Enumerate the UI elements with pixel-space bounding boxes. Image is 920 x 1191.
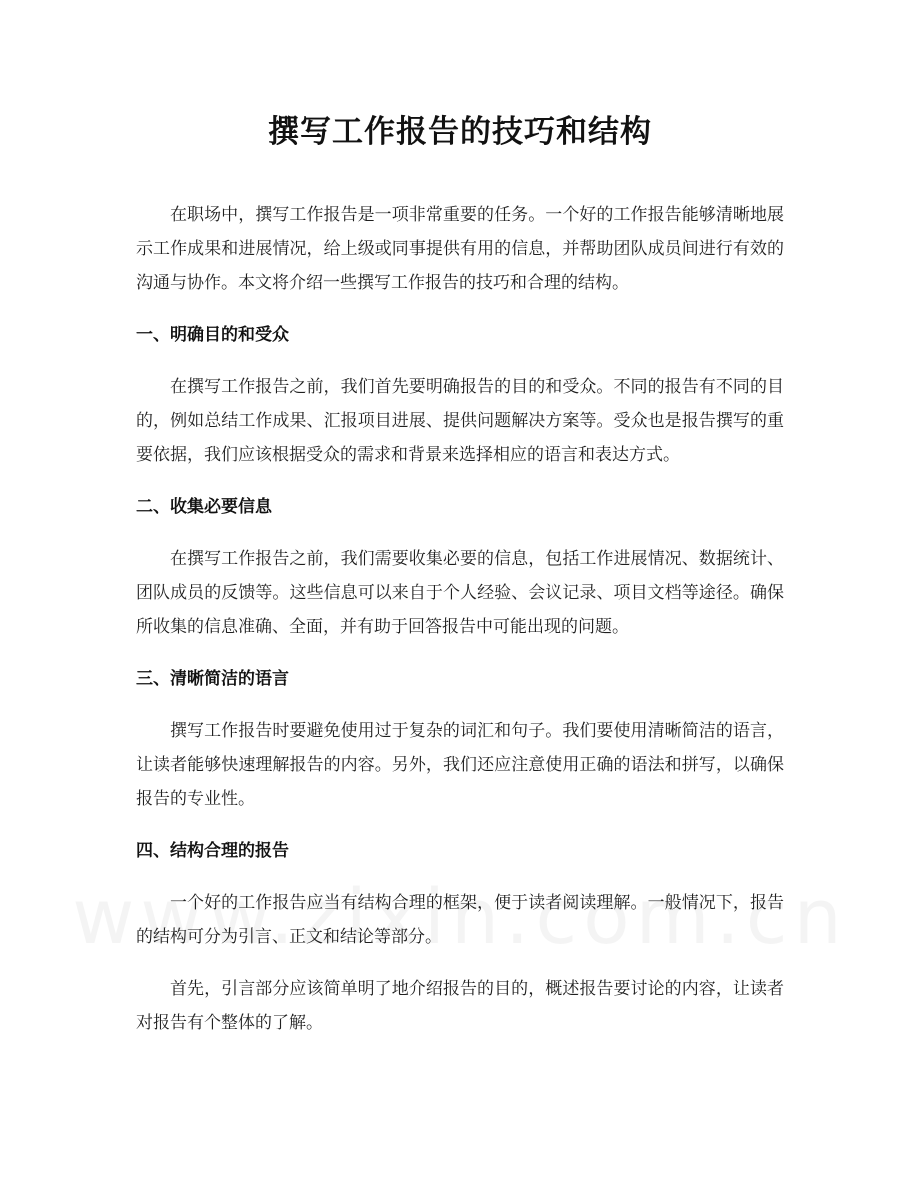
section-heading-structure: 四、结构合理的报告 [136, 841, 289, 861]
document-title: 撰写工作报告的技巧和结构 [268, 114, 652, 150]
intro-paragraph: 在职场中，撰写工作报告是一项非常重要的任务。一个好的工作报告能够清晰地展示工作成果和进展情况，给上级或同事提供有用的信息，并帮助团队成员间进行有效的沟通与协作。本文将介绍一些撰写工作报告的技巧和合理的结构。 [136, 205, 784, 293]
section-paragraph-purpose: 在撰写工作报告之前，我们首先要明确报告的目的和受众。不同的报告有不同的目的，例如总结工作成果、汇报项目进展、提供问题解决方案等。受众也是报告撰写的重要依据，我们应该根据受众的需求和背景来选择相应的语言和表达方式。 [136, 377, 784, 465]
section-paragraph-structure-1: 一个好的工作报告应当有结构合理的框架，便于读者阅读理解。一般情况下，报告的结构可分为引言、正文和结论等部分。 [136, 893, 784, 947]
section-heading-purpose: 一、明确目的和受众 [136, 325, 289, 345]
section-heading-language: 三、清晰简洁的语言 [136, 669, 289, 689]
section-paragraph-language: 撰写工作报告时要避免使用过于复杂的词汇和句子。我们要使用清晰简洁的语言，让读者能够快速理解报告的内容。另外，我们还应注意使用正确的语法和拼写，以确保报告的专业性。 [136, 721, 784, 809]
section-heading-collect-info: 二、收集必要信息 [136, 497, 272, 517]
section-paragraph-structure-2: 首先，引言部分应该简单明了地介绍报告的目的，概述报告要讨论的内容，让读者对报告有个整体的了解。 [136, 979, 784, 1033]
section-paragraph-collect-info: 在撰写工作报告之前，我们需要收集必要的信息，包括工作进展情况、数据统计、团队成员的反馈等。这些信息可以来自于个人经验、会议记录、项目文档等途径。确保所收集的信息准确、全面，并有助于回答报告中可能出现的问题。 [136, 549, 784, 637]
